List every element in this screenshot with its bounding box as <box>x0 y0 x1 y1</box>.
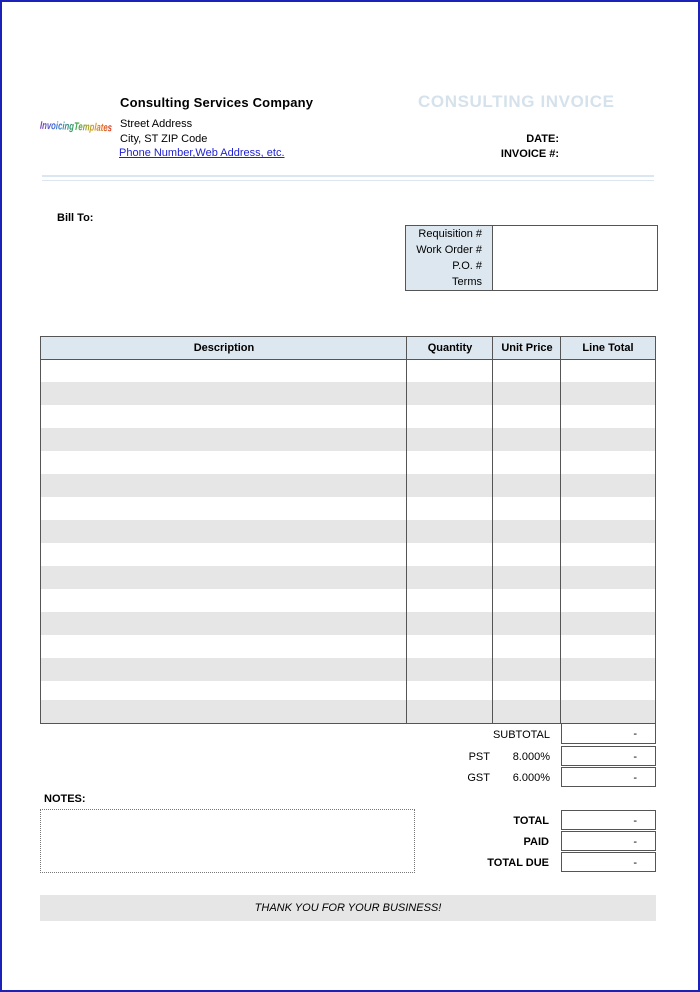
bill-to-label: Bill To: <box>57 212 94 224</box>
header-divider-thin <box>42 180 654 181</box>
table-row <box>41 474 655 497</box>
paid-label: PAID <box>523 836 549 848</box>
gst-label: GST <box>467 772 490 784</box>
paid-value: - <box>561 831 656 851</box>
gst-value: - <box>561 767 656 787</box>
total-value: - <box>561 810 656 830</box>
table-header <box>41 337 655 360</box>
header-divider <box>42 175 654 177</box>
svg-text:InvoicingTemplates: InvoicingTemplates <box>39 119 143 136</box>
work-order-label: Work Order # <box>416 244 482 256</box>
pst-rate: 8.000% <box>512 751 550 763</box>
table-row <box>41 566 655 589</box>
subtotal-label: SUBTOTAL <box>492 729 550 741</box>
invoice-title: CONSULTING INVOICE <box>418 92 615 111</box>
gst-rate: 6.000% <box>512 772 550 784</box>
requisition-labels <box>406 226 493 290</box>
contact-link[interactable]: Phone Number,Web Address, etc. <box>119 147 285 159</box>
thank-you-banner: THANK YOU FOR YOUR BUSINESS! <box>40 895 656 921</box>
column-header-quantity: Quantity <box>427 342 473 354</box>
total-due-value: - <box>561 852 656 872</box>
table-row <box>41 612 655 635</box>
column-header-line-total: Line Total <box>582 342 634 354</box>
column-header-unit-price: Unit Price <box>501 342 553 354</box>
requisition-label: Requisition # <box>418 228 482 240</box>
notes-label: NOTES: <box>44 793 86 805</box>
column-divider <box>406 337 407 723</box>
requisition-box <box>405 225 658 291</box>
city-state-zip: City, ST ZIP Code <box>120 133 208 145</box>
table-row <box>41 428 655 451</box>
invoicing-templates-logo <box>39 112 143 140</box>
table-row <box>41 700 655 723</box>
total-label: TOTAL <box>513 815 549 827</box>
table-row <box>41 658 655 681</box>
line-items-table <box>40 336 656 724</box>
invoice-number-label: INVOICE #: <box>500 148 559 160</box>
notes-box[interactable] <box>40 809 415 873</box>
table-row <box>41 520 655 543</box>
column-divider <box>560 337 561 723</box>
terms-label: Terms <box>452 276 482 288</box>
column-divider <box>492 337 493 723</box>
pst-value: - <box>561 746 656 766</box>
street-address: Street Address <box>120 118 193 130</box>
date-label: DATE: <box>526 133 559 145</box>
table-row <box>41 382 655 405</box>
column-header-description: Description <box>193 342 255 354</box>
subtotal-value: - <box>561 724 656 744</box>
pst-label: PST <box>468 751 490 763</box>
company-name: Consulting Services Company <box>120 95 314 110</box>
total-due-label: TOTAL DUE <box>487 857 549 869</box>
po-label: P.O. # <box>452 260 482 272</box>
